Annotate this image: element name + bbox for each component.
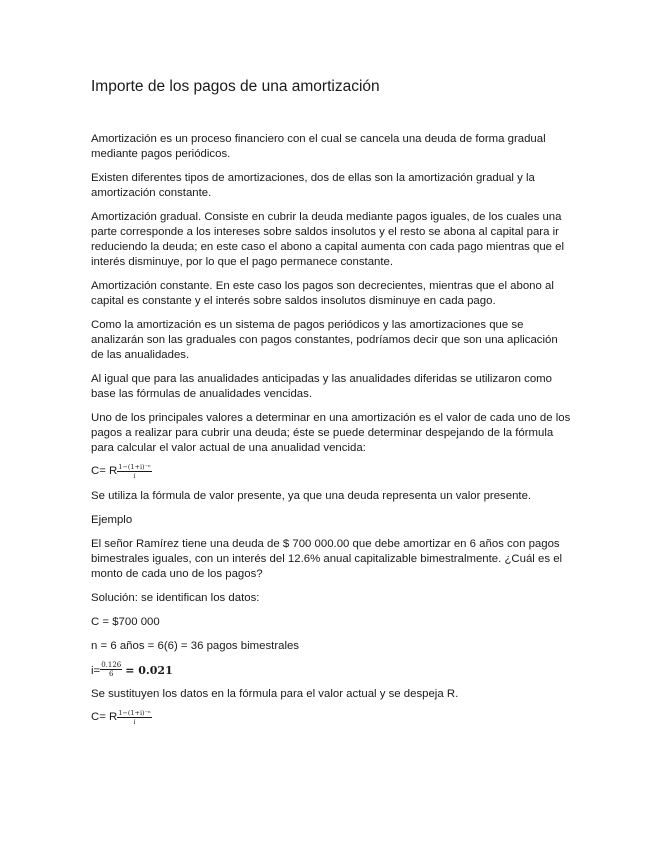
paragraph-types: Existen diferentes tipos de amortizaciones, dos de ellas son la amortización gradual y la amortización constante. (91, 172, 535, 199)
formula2-denominator: i (133, 718, 136, 726)
formula-numerator: 1−(1+i)⁻ⁿ (118, 463, 151, 471)
formula2-numerator: 1−(1+i)⁻ⁿ (118, 709, 151, 717)
interest-result: = 0.021 (125, 664, 173, 677)
formula2-lhs: C= R (91, 711, 118, 723)
paragraph-payment-value: Uno de los principales valores a determinar en una amortización es el valor de cada uno de los pagos a realizar para cubrir una deuda; éste se puede determinar despejando de la fórmula para calcular el valor actual de una anualidad vencida: (91, 412, 571, 454)
paragraph-gradual: Amortización gradual. Consiste en cubrir la deuda mediante pagos iguales, de los cuales una parte corresponde a los intereses sobre saldos insolutos y el resto se abona al capital para ir reduciendo la deuda; en este caso el abono a capital aumenta con cada pago mientras que el interés disminuye, por lo que el pago permanece constante. (91, 211, 565, 268)
interest-numerator: 0.126 (101, 661, 122, 669)
formula-lhs: C= R (91, 465, 118, 477)
present-value-formula-2 (91, 711, 571, 726)
paragraph-capital: C = $700 000 (91, 616, 160, 628)
paragraph-substitute: Se sustituyen los datos en la fórmula para el valor actual y se despeja R. (91, 688, 459, 700)
interest-fraction (100, 663, 122, 678)
paragraph-annuities: Como la amortización es un sistema de pagos periódicos y las amortizaciones que se analizarán son las graduales con pagos constantes, podríamos decir que son una aplicación de las anualidades. (91, 319, 558, 361)
interest-rate-formula (91, 663, 571, 678)
interest-denominator: 6 (108, 670, 114, 678)
paragraph-present-value: Se utiliza la fórmula de valor presente, ya que una deuda representa un valor presente. (91, 490, 532, 502)
paragraph-base-formulas: Al igual que para las anualidades anticipadas y las anualidades diferidas se utilizaron como base las fórmulas de anualidades vencidas. (91, 373, 552, 400)
present-value-formula (91, 465, 571, 480)
formula2-fraction (117, 711, 152, 726)
paragraph-example: El señor Ramírez tiene una deuda de $ 700 000.00 que debe amortizar en 6 años con pagos bimestrales iguales, con un interés del 12.6% anual capitalizable bimestralmente. ¿Cuál es el monto de cada uno de los pagos? (91, 538, 563, 580)
paragraph-definition: Amortización es un proceso financiero con el cual se cancela una deuda de forma gradual mediante pagos periódicos. (91, 133, 546, 160)
paragraph-solution: Solución: se identifican los datos: (91, 592, 260, 604)
document-page (91, 78, 571, 735)
paragraph-constant: Amortización constante. En este caso los pagos son decrecientes, mientras que el abono al capital es constante y el interés sobre saldos insolutos disminuye en cada pago. (91, 280, 554, 307)
interest-lhs: i= (91, 664, 101, 677)
page-title: Importe de los pagos de una amortización (91, 78, 380, 95)
formula-fraction (117, 465, 152, 480)
paragraph-example-heading: Ejemplo (91, 514, 133, 526)
paragraph-periods: n = 6 años = 6(6) = 36 pagos bimestrales (91, 640, 300, 652)
formula-denominator: i (133, 472, 136, 480)
